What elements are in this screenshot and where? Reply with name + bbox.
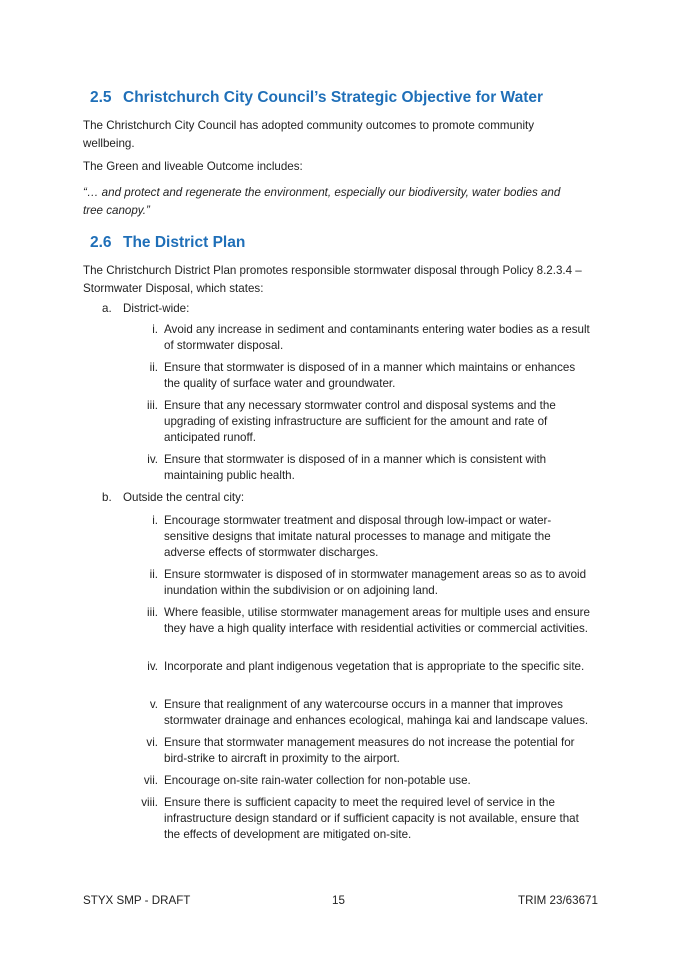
list-item bbox=[130, 452, 600, 484]
list-text: Ensure that stormwater is disposed of in a manner which maintains or enhances the quality of surface water and groundwater. bbox=[164, 361, 576, 390]
list-label: District-wide: bbox=[123, 302, 190, 315]
list-marker: i. bbox=[152, 323, 158, 336]
list-marker: iii. bbox=[147, 606, 158, 619]
list-text: Ensure there is sufficient capacity to meet the required level of service in the infrastructure design standard or if sufficient capacity is not available, ensure that the effects of development are mitigated on-site. bbox=[164, 796, 579, 841]
footer-document-title: STYX SMP - DRAFT bbox=[83, 894, 191, 907]
list-text: Ensure that stormwater is disposed of in a manner which is consistent with maintaining public health. bbox=[164, 453, 547, 482]
footer-trim-reference: TRIM 23/63671 bbox=[518, 894, 598, 907]
list-text: Incorporate and plant indigenous vegetation that is appropriate to the specific site. bbox=[164, 660, 585, 673]
list-item bbox=[130, 605, 600, 637]
quote-paragraph: “… and protect and regenerate the environment, especially our biodiversity, water bodies and tree canopy.” bbox=[83, 186, 561, 217]
list-text: Encourage stormwater treatment and disposal through low-impact or water-sensitive designs that imitate natural processes to manage and mitigate the adverse effects of stormwater discharges. bbox=[164, 514, 552, 559]
list-text: Encourage on-site rain-water collection for non-potable use. bbox=[164, 774, 471, 787]
section-heading-2-6 bbox=[90, 234, 245, 252]
list-text: Ensure stormwater is disposed of in stormwater management areas so as to avoid inundation within the subdivision or on adjoining land. bbox=[164, 568, 587, 597]
list-marker: a. bbox=[102, 302, 112, 315]
list-marker: i. bbox=[152, 514, 158, 527]
list-text: Where feasible, utilise stormwater management areas for multiple uses and ensure they have a high quality interface with residential activities or commercial activities. bbox=[164, 606, 590, 635]
list-item bbox=[130, 697, 600, 729]
list-marker: viii. bbox=[141, 796, 158, 809]
list-marker: vi. bbox=[146, 736, 158, 749]
list-marker: iv. bbox=[147, 660, 158, 673]
list-text: Ensure that any necessary stormwater control and disposal systems and the upgrading of existing infrastructure are sufficient for the amount and rate of anticipated runoff. bbox=[164, 399, 556, 444]
list-item bbox=[130, 567, 600, 599]
list-item bbox=[130, 360, 600, 392]
list-text: Ensure that realignment of any watercourse occurs in a manner that improves stormwater drainage and enhances ecological, mahinga kai and landscape values. bbox=[164, 698, 589, 727]
list-item bbox=[130, 773, 600, 789]
list-marker: vii. bbox=[143, 774, 158, 787]
section-number: 2.6 bbox=[90, 234, 112, 251]
list-text: Avoid any increase in sediment and contaminants entering water bodies as a result of stormwater disposal. bbox=[164, 323, 590, 352]
paragraph: The Green and liveable Outcome includes: bbox=[83, 160, 303, 173]
section-heading-2-5 bbox=[90, 89, 543, 107]
list-item bbox=[130, 398, 600, 446]
list-marker: iii. bbox=[147, 399, 158, 412]
list-marker: b. bbox=[102, 491, 112, 504]
paragraph: The Christchurch City Council has adopted community outcomes to promote community wellbeing. bbox=[83, 119, 535, 150]
paragraph: The Christchurch District Plan promotes responsible stormwater disposal through Policy 8.2.3.4 – Stormwater Disposal, which states: bbox=[83, 264, 582, 295]
list-label: Outside the central city: bbox=[123, 491, 245, 504]
list-item bbox=[130, 659, 600, 675]
section-number: 2.5 bbox=[90, 89, 112, 106]
list-item bbox=[130, 735, 600, 767]
list-item bbox=[130, 513, 600, 561]
list-item bbox=[130, 795, 600, 843]
list-marker: ii. bbox=[149, 568, 158, 581]
list-marker: iv. bbox=[147, 453, 158, 466]
list-text: Ensure that stormwater management measures do not increase the potential for bird-strike to aircraft in proximity to the airport. bbox=[164, 736, 575, 765]
section-title: The District Plan bbox=[123, 234, 246, 251]
list-item bbox=[130, 322, 600, 354]
list-marker: ii. bbox=[149, 361, 158, 374]
list-marker: v. bbox=[149, 698, 158, 711]
footer-page-number: 15 bbox=[332, 894, 345, 907]
section-title: Christchurch City Council’s Strategic Objective for Water bbox=[123, 89, 544, 106]
